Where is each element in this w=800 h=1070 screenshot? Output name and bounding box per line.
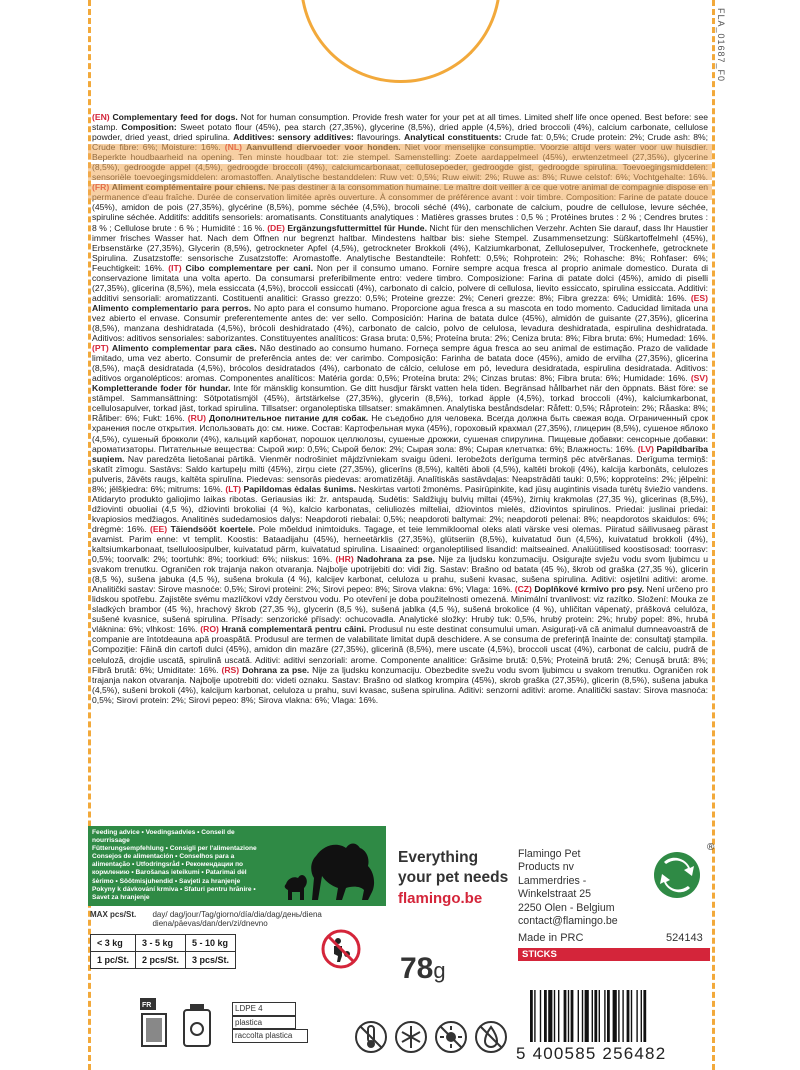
contact-email[interactable]: contact@flamingo.be — [518, 915, 618, 928]
max-pieces-label: MAX pcs/St. — [90, 910, 137, 919]
barcode-bar — [544, 990, 547, 1042]
weight-cell: 3 - 5 kg — [136, 935, 186, 952]
company-address — [518, 848, 618, 928]
barcode-bar — [530, 990, 533, 1042]
barcode-bar — [599, 990, 600, 1042]
feeding-advice-line: кормлению • Barošanas ieteikumi • Patarimai dėl — [92, 869, 247, 877]
ingredients-text — [92, 112, 708, 812]
feeding-advice-line: Fütterungsempfehlung • Consigli per l'alimentazione — [92, 845, 257, 853]
barcode-bar — [594, 990, 597, 1042]
weight-cell: < 3 kg — [91, 935, 136, 952]
barcode-bar — [592, 990, 593, 1042]
barcode-bar — [540, 990, 541, 1042]
green-dot-recycling-icon — [652, 850, 702, 900]
address-line: Products nv — [518, 861, 574, 874]
print-overlay-stripe — [88, 164, 712, 180]
feeding-advice-line: alimentação • Utfodringsråd • Рекомендации по — [92, 861, 244, 869]
barcode-bar — [585, 990, 589, 1042]
print-overlay-stripe — [88, 184, 712, 200]
barcode-bar — [607, 990, 610, 1042]
barcode-bar — [568, 990, 569, 1042]
barcode-bar — [643, 990, 646, 1042]
barcode-bar — [558, 990, 559, 1042]
per-day-label: day/ dag/jour/Tag/giorno/día/dia/dag/день/diena diena/päevas/dan/den/zi/dnevno — [152, 910, 322, 928]
address-line: Winkelstraat 25 — [518, 888, 592, 901]
barcode-bar — [631, 990, 632, 1042]
barcode-bar — [641, 990, 642, 1042]
net-weight — [400, 952, 446, 986]
material-code: LDPE 4 — [232, 1002, 296, 1016]
feeding-advice-titles — [92, 829, 262, 902]
address-line: Flamingo Pet — [518, 848, 581, 860]
pieces-cell: 1 pc/St. — [91, 952, 136, 969]
barcode-bar — [618, 990, 619, 1042]
feeding-advice-banner — [88, 826, 386, 906]
pieces-cell: 2 pcs/St. — [136, 952, 186, 969]
address-line: 2250 Olen - Belgium — [518, 901, 615, 914]
document-code: FLA_01687_F0 — [716, 8, 726, 83]
feeding-header — [90, 910, 352, 928]
barcode-bar — [636, 990, 637, 1042]
material-type: plastica — [232, 1016, 296, 1030]
barcode-bar — [578, 990, 579, 1042]
feeding-advice-line: Consejos de alimentación • Conselhos para a — [92, 853, 235, 861]
ldpe-label — [232, 1002, 308, 1043]
barcode-bar — [622, 990, 623, 1042]
product-type-bar: STICKS — [518, 948, 710, 961]
feeding-advice-line: Pokyny k dávkování krmiva • Sfaturi pentru hrănire • Savet za hranjenje — [92, 885, 256, 901]
address-line: Lammerdries - — [518, 874, 587, 887]
not-for-children-icon — [320, 928, 362, 970]
france-code: FR — [142, 1002, 152, 1009]
table-row — [91, 952, 236, 969]
brand-tagline: Everything your pet needs — [398, 849, 509, 886]
barcode-bar — [627, 990, 630, 1042]
website-link[interactable]: flamingo.be — [398, 890, 483, 907]
no-heat-icon — [354, 1020, 388, 1054]
made-in-label: Made in PRC — [518, 932, 584, 944]
ingredients-paragraph: (EN) Complementary feed for dogs. Not for human consumption. Provide fresh water for your pet at all times. Limited shelf life once opened. Best before: see stamp. Composition: Sweet potato flour (45%), pea starch (27,35%), glycerine (8,5%), dried apple (4,5%), dried broccoli (4%), calcium carbonate, cellulose powder, dried yeast, dried spirulina. Additives: sensory additives: flavourings. Analytical constituents: Crude fat: 0,5%; Crude protein: 2%; Crude ash: 8%; (45%), amidon de pois (27,35%), glycérine (8,5%), pomme séchée (4,5%), brocoli séché (4%), carbonate de calcium, poudre de cellulose, levure séchée, spiruline séchée. Additifs: additifs sensoriels: aromatisants. Constituants analytiques : Matières grasses brutes : 0,5 % ; Protéines brutes : 2 % ; Cendres brutes : 8 % ; Cellulose brute : 6 % ; Humidité : 16 %. (DE) Ergänzungsfuttermittel für Hunde. Nicht für den menschlichen Verzehr. Achten Sie darauf, dass Ihr Haustier immer frisches Wasser hat. Nach dem Öffnen nur begrenzt haltbar. Mindestens haltbar bis: siehe Stempel. Zusammensetzung: Süßkartoffelmehl (45%), Erbsenstärke (27,35%), Glycerin (8,5%), getrockneter Apfel (4,5%), getrockneter Brokkoli (4%), Kalziumkarbonat, Zellulosepulver, Trockenhefe, getrocknete Spirulina. Zusatzstoffe: sensorische Zusatzstoffe: Aromastoffe. Analytische Bestandteile: Rohfett: 0,5%; Rohprotein: 2%; Rohasche: 8%; Rohfaser: 6%; Feuchtigkeit: 16%. (IT) Cibo complementare per cani. Non per il consumo umano. Fornire sempre acqua fresca al proprio animale domestico. Durata di conservazione limitata una volta aperto. Da consumarsi preferibilmente entro: vedere timbro. Composizione: Farina di patate dolci (45%), amido di piselli (27,35%), glicerina (8,5%), mela essiccata (4,5%), broccoli essiccati (4%), carbonato di calcio, polvere di cellulosa, lievito essiccato, spirulina essiccata. Additivi: additivi sensoriali: aromatizzanti. Costituenti analitici: Grasso grezzo: 0,5%; Proteine grezze: 2%; Ceneri grezze: 8%; Fibra grezza: 6%; Umidità: 16%. (ES) Alimento complementario para perros. No apto para el consumo humano. Proporcione agua fresca a su mascota en todo momento. Caducidad limitada una vez abierto el envase. Consumir preferentemente antes de: ver sello. Composición: Harina de batata dulce (45%), almidón de guisante (27,35%), glicerina (8,5%), manzana deshidratada (4,5%), brócoli deshidratado (4%), carbonato de calcio, polvo de celulosa, levadura deshidratada, espirulina deshidratada. Aditivos: aditivos sensoriales: saborizantes. Constituyentes analíticos: Grasa bruta: 0,5%; Proteína bruta: 2%; Ceniza bruta: 8%; Fibra bruta: 6%; Humedad: 16%. (PT) Alimento complementar para cães. Não destinado ao consumo humano. Forneça sempre água fresca ao seu animal de estimação. Prazo de validade limitado, uma vez aberto. Consumir de preferência antes de: ver carimbo. Composição: Farinha de batata doce (45%), amido de ervilha (27,35%), glicerina (8,5%), maçã desidratada (4,5%), brócolos desidratados (4%), carbonato de cálcio, celulose em pó, levedura desidratada, espirulina desidratada. Aditivos: aditivos organolépticos: aromas. Componentes analíticos: Matéria gorda: 0,5%; Proteína bruta: 2%; Cinzas brutas: 8%; Fibra bruta: 6%; Humidade: 16%. (SV) Kompletterande foder för hundar. Inte för mänsklig konsumtion. Ge ditt husdjur färskt vatten hela tiden. Begränsad hållbarhet när den öppnats. Bäst före: se stämpel. Sammansättning: Sötpotatismjöl (45%), ärtstärkelse (27,35%), glycerin (8,5%), torkad äpple (4,5%), torkad broccoli (4%), kalciumkarbonat, cellulosapulver, torkad jäst, torkad spirulina. Tillsatser: organoleptiska tillsatser: smakämnen. Analytiska beståndsdelar: Råfett: 0,5%; Råprotein: 2%; Råaska: 8%; Råfiber: 6%; Fukt: 16%. (RU) Дополнительное питание для собак. Не съедобно для человека. Всегда должна быть свежая вода. Ограниченный срок хранения после открытия. Использовать до: см. ниже. Состав: Картофельная мука (45%), гороховый крахмал (27,35%), глицерин (8,5%), сушеное яблоко (4,5%), сушеный брокколи (4%), кальций карбонат, порошок целлюлозы, сушеные дрожжи, сушеная спирулина. Пищевые добавки: сенсорные добавки: ароматизаторы. Питательные вещества: Сырой жир: 0,5%; Сырой белок: 2%; Сырая зола: 8%; Сырая клетчатка: 6%; Влажность: 16%. (LV) Papildbarība suņiem. Nav paredzēta lietošanai pārtikā. Vienmēr nodrošiniet mājdzīvniekam svaigu ūdeni. Ierobežots derīguma termiņš pēc atvēršanas. Derīguma termiņš: skatīt zīmogu. Sastāvs: Saldo kartupeļu milti (45%), zirņu ciete (27,35%), glicerīns (8,5%), kaltēti āboli (4,5%), kaltēti brokoļi (4%), kalcija karbonāts, celulozes pulveris, žāvēts raugs, kaltēta spirulīna. Piedevas: sensorās piedevas: aromatizētāji. Analītiskās sastāvdaļas: Neapstrādāti tauki: 0,5%; kopproteīns: 2%; jēlpelni: 8%; jēlšķiedra: 6%; mitrums: 16%. (LT) Papildomas ėdalas šunims. Neskirtas vartoti žmonėms. Pasirūpinkite, kad jūsų augintinis visada turėtų šviežio vandens. Atidaryto produkto galiojimo laikas ribotas. Geriausias iki: žr. antspaudą. Sudėtis: Saldžiųjų bulvių miltai (45%), žirnių krakmolas (27,35 %), glicerinas (8,5%), džiovinti obuoliai (4,5 %), džiovinti brokoliai (4 %), kalcio karbonatas, celiuliozės milteliai, džiovintos mielės, džiovintos spirulinos. Priedai: juslinai priedai: kvapiosios medžiagos. Analitinės sudedamosios dalys: Neapdoroti riebalai: 0,5%; neapdoroti baltymai: 2%; neapdoroti pelenai: 8%; neapdorotos skaidulos: 6%; drėgmė: 16%. (EE) Täiendsööt koertele. Pole mõeldud inimtoiduks. Tagage, et teie lemmikloomal oleks alati värske vesi olemas. Piiratud säilivusaeg pärast avamist. Parim enne: vt templit. Koostis: Bataadijahu (45%), herneetärklis (27,35%), glütseriin (8,5%), kuivatatud õun (4,5%), kuivatatud brokkoli (4%), kaltsiumkarbonaat, tselluloosipulber, kuivatatud pärm, kuivatatud spirulina. Lisaained: organoleptilised lisandid: maitseained. Analüütilised koostisosad: toorrasv: 0,5%; toorvalk: 2%; toortuhk: 8%; toorkiud: 6%; niiskus: 16%. (HR) Nadohrana za pse. Nije za ljudsku konzumaciju. Osigurajte svježu vodu svom ljubimcu u svakom trenutku. Ograničen rok trajanja nakon otvaranja. Najbolje upotrijebiti do: vidi žig. Sastav: Brašno od batata (45 %), škrob od graška (27,35 %), glicerin (8,5 %), sušena jabuka (4,5 %), sušena brokula (4 %), kalcijev karbonat, celuloza u prahu, sušeni kvasac, sušena spirulina. Aditivi: osjetilni aditivi: arome. Analitički sastav: Sirove masnoće: 0,5%; Sirovi proteini: 2%; Sirovi pepeo: 8%; Sirova vlakna: 6%; Vlaga: 16%. (CZ) Doplňkové krmivo pro psy. Není určeno pro lidskou spotřebu. Zajistěte svému mazlíčkovi vždy čerstvou vodu. Po otevření je doba použitelnosti omezená. Minimální trvanlivost: viz razítko. Složení: Mouka ze sladkých brambor (45 %), hrachový škrob (27,35 %), glycerin (8,5 %), sušená jablka (4,5 %), sušená brokolice (4 %), uhličitan vápenatý, prášková celulóza, sušené kvasnice, sušená spirulina. Přísady: senzorické přísady: ochucovadla. Analytické složky: Hrubý tuk: 0,5%, hrubý protein: 2%; hrubý popel: 8%, hrubá vláknina: 6%; vlhkost: 16%. (RO) Hrană complementară pentru câini. Produsul nu este destinat consumului uman. Asigurați-vă că animalul dumneavoastră de companie are întotdeauna apă proaspătă. Produsul are termen de valabilitate limitat după deschidere. A se consuma de preferință înainte de: consultați ștampila. Compoziție: Făină din cartofi dulci (45%), amidon din mazăre (27,35%), glicerină (8,5%), mere uscate (4,5%), broccoli uscat (4%), carbonat de calciu, pudră de celuloză, drojdie uscată, spirulină uscată. Aditivi: aditivi senzoriali: arome. Componente analitice: Grăsime brută: 0,5%; Proteină brută: 2%; Cenușă brută: 8%; Fibră brută: 6%; Umiditate: 16%. (RS) Dohrana za pse. Nije za ljudsku konzumaciju. Obezbedite svežu vodu svom ljubimcu u svakom trenutku. Ograničen rok trajanja nakon otvaranja. Najbolje upotrebiti do: videti oznaku. Sastav: Brašno od slatkog krompira (45%), skrob graška (27,35%), glicerin (8,5%), sušena jabuka (4,5%), sušeni brokoli (4%), kalcijum karbonat, celuloza u prahu, suvi kvasac, sušena spirulina. Aditivi: senzorni aditivi: arome. Analitički sastav: Sirova masnoća: 0,5%; Sirovi protein: 2%; Sirovi pepeo: 8%; Sirova vlakna: 6%; Vlaga: 16%. — [92, 112, 708, 705]
batch-number: 524143 — [666, 932, 703, 944]
barcode-bar — [548, 990, 552, 1042]
weight-value: 78 — [400, 952, 434, 985]
feeding-table — [90, 934, 236, 969]
no-freeze-icon — [394, 1020, 428, 1054]
barcode-bar — [613, 990, 617, 1042]
barcode-bar — [564, 990, 567, 1042]
hang-hole-outline — [300, 0, 501, 83]
collection-label: raccolta plastica — [232, 1029, 308, 1043]
weight-cell: 5 - 10 kg — [186, 935, 236, 952]
no-sunlight-icon — [434, 1020, 468, 1054]
registered-mark: ® — [707, 842, 715, 853]
barcode-bar — [604, 990, 605, 1042]
feeding-advice-line: šėrimo • Söötmisjuhendid • Savjeti za hranjenje — [92, 877, 241, 885]
cut-line-right — [712, 0, 715, 1070]
table-row — [91, 935, 236, 952]
barcode-bar — [534, 990, 535, 1042]
no-moisture-icon — [474, 1020, 508, 1054]
barcode-bar — [582, 990, 583, 1042]
feeding-advice-line: Feeding advice • Voedingsadvies • Conseil de nourrissage — [92, 829, 235, 845]
print-overlay-stripe — [88, 144, 712, 160]
barcode-bar — [571, 990, 574, 1042]
pieces-cell: 3 pcs/St. — [186, 952, 236, 969]
barcode-bar — [554, 990, 555, 1042]
dogs-silhouette-icon — [276, 834, 384, 904]
barcode-digits: 5 400585 256482 — [516, 1044, 667, 1063]
weight-unit: g — [433, 958, 446, 983]
